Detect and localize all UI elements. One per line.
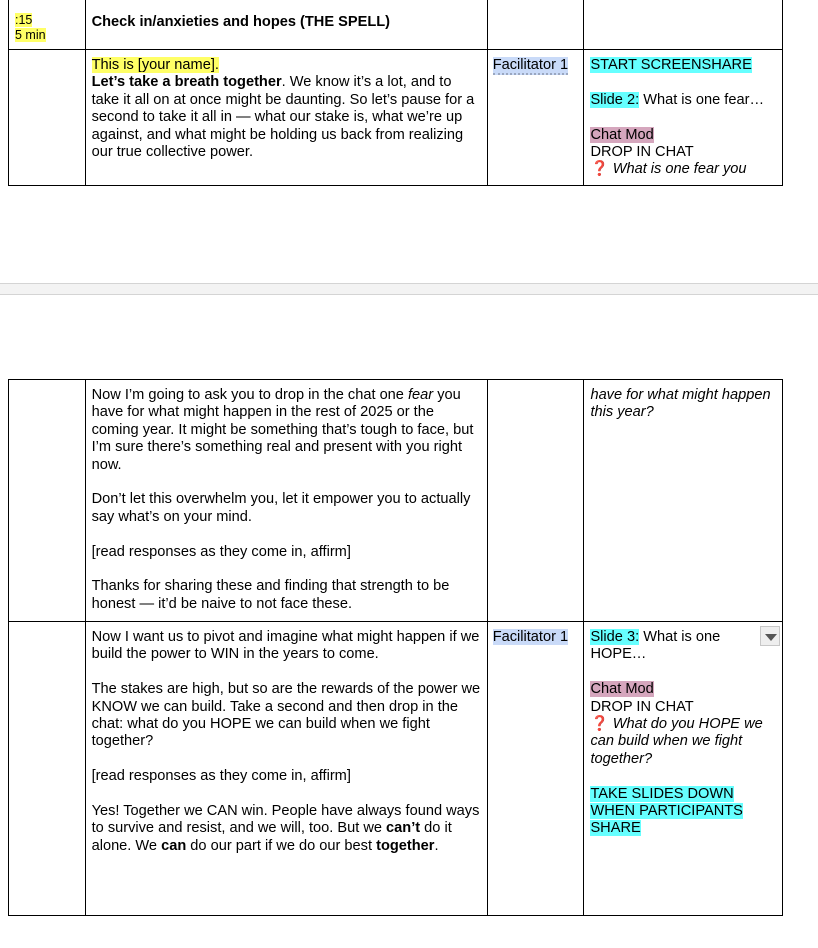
script-text: Now I want us to pivot and imagine what might happen if we build the power to WIN in the years to come. (91, 629, 480, 663)
script-cell[interactable] (85, 380, 487, 622)
role-cell[interactable] (487, 50, 584, 186)
script-emphasis: fear (407, 387, 434, 403)
script-text: do our part if we do our best (186, 837, 377, 854)
empty-time-cell[interactable] (9, 50, 86, 186)
notes-cell[interactable] (584, 380, 783, 622)
start-screenshare: START SCREENSHARE (590, 57, 752, 73)
script-intro: This is [your name]. (91, 57, 219, 73)
time-cell[interactable] (9, 0, 86, 50)
slide-text: What is one fear… (639, 91, 765, 108)
script-bold: together (376, 837, 435, 854)
section-title: Check in/anxieties and hopes (THE SPELL) (91, 14, 391, 30)
empty-role-cell[interactable] (487, 380, 584, 622)
script-text: . (434, 837, 439, 854)
script-cell[interactable] (85, 50, 487, 186)
role-cell[interactable] (487, 622, 584, 916)
question-icon: ❓ (590, 716, 609, 733)
script-text: you have for what might happen in the rest of 2025 or the coming year. It might be something that’s tough to face, but I’m sure there’s something real and present with you right now. (91, 387, 474, 473)
section-title-cell[interactable] (85, 0, 487, 50)
drop-in-chat: DROP IN CHAT (590, 698, 694, 715)
chat-mod-label: Chat Mod (590, 681, 654, 698)
slide-label: Slide 3: (590, 629, 640, 645)
empty-notes-cell[interactable] (584, 0, 783, 50)
duration-label: 5 min (15, 28, 46, 42)
script-text: . We know it’s a lot, and to take it all on at once might be daunting. So let’s pause for a second to take it all in — what our stake is, what we’re up against, and what might be holding us back from realizing our true collective power. (91, 74, 475, 161)
question-text: What is one fear you (612, 161, 747, 178)
script-text: do it alone. We (91, 820, 452, 854)
table-row (9, 380, 783, 622)
script-bold: can’t (386, 820, 421, 837)
agenda-table-page-2 (8, 379, 783, 916)
take-slides-down: TAKE SLIDES DOWN WHEN PARTICIPANTS SHARE (590, 785, 743, 837)
question-icon: ❓ (590, 161, 609, 178)
chat-mod-label: Chat Mod (590, 126, 654, 143)
script-cell[interactable] (85, 622, 487, 916)
script-bold: Let’s take a breath together (91, 74, 282, 91)
question-text-continued: have for what might happen this year? (590, 387, 771, 421)
table-row (9, 622, 783, 916)
chevron-down-icon[interactable] (760, 626, 780, 646)
table-row-header (9, 0, 783, 50)
script-text: Don’t let this overwhelm you, let it empower you to actually say what’s on your mind. (91, 491, 471, 525)
empty-time-cell[interactable] (9, 622, 86, 916)
script-bold: can (161, 837, 187, 854)
table-row (9, 50, 783, 186)
facilitator-tag[interactable]: Facilitator 1 (492, 629, 569, 645)
time-label: :15 (15, 13, 33, 27)
empty-role-cell[interactable] (487, 0, 584, 50)
empty-time-cell[interactable] (9, 380, 86, 622)
drop-in-chat: DROP IN CHAT (590, 144, 694, 160)
notes-cell[interactable] (584, 622, 783, 916)
agenda-table-page-1 (8, 0, 783, 186)
script-text: Now I’m going to ask you to drop in the chat one (91, 387, 408, 403)
facilitator-tag[interactable]: Facilitator 1 (492, 57, 569, 73)
page-break (0, 283, 818, 295)
slide-label: Slide 2: (590, 91, 640, 108)
script-text: The stakes are high, but so are the rewards of the power we KNOW we can build. Take a second and then drop in the chat: what do you HOPE we can build when we fight together? (91, 681, 481, 750)
notes-cell[interactable] (584, 50, 783, 186)
script-text: [read responses as they come in, affirm] (91, 768, 351, 785)
slide-text: What is one HOPE… (590, 629, 721, 663)
script-text: Thanks for sharing these and finding that strength to be honest — it’d be naive to not face these. (91, 578, 450, 612)
script-text: [read responses as they come in, affirm] (91, 543, 351, 560)
question-text: What do you HOPE we can build when we fight together? (590, 716, 763, 767)
script-text: Yes! Together we CAN win. People have always found ways to survive and resist, and we will, too. But we (91, 803, 480, 837)
